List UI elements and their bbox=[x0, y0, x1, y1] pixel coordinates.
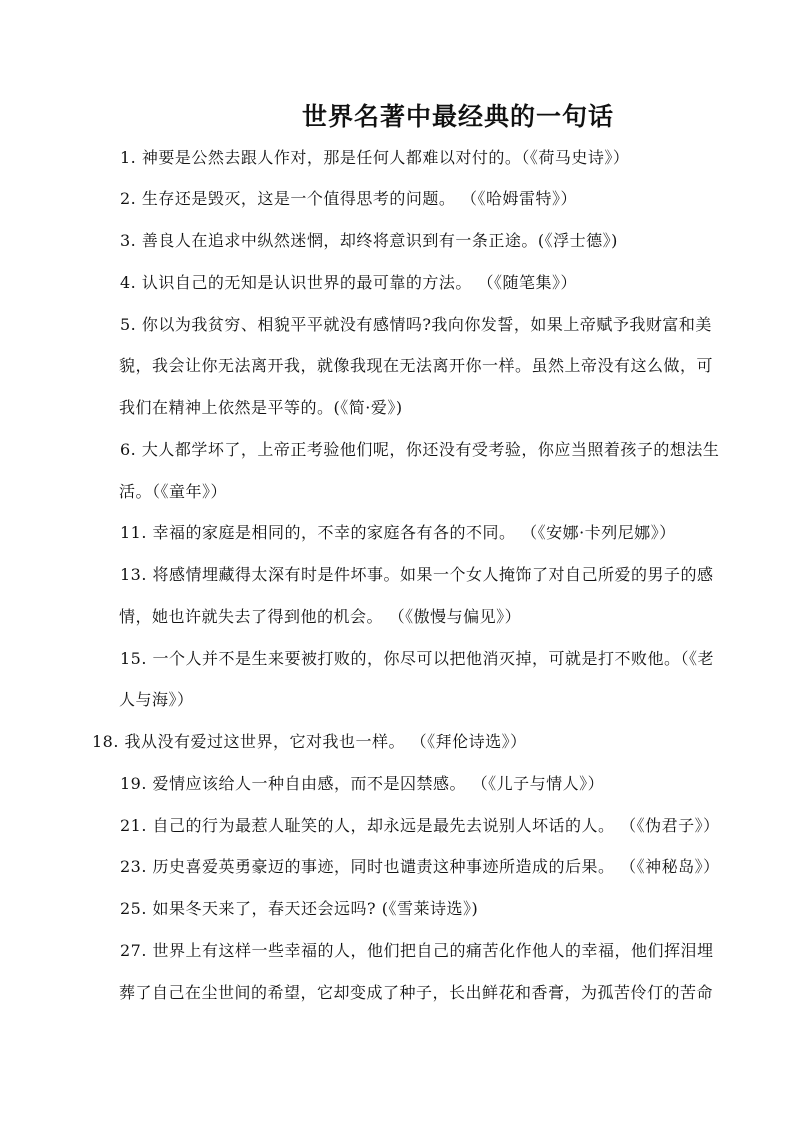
quote-27-cont: 葬了自己在尘世间的希望，它却变成了种子，长出鲜花和香膏，为孤苦伶仃的苦命 bbox=[119, 983, 714, 1002]
quote-13-cont: 情，她也许就失去了得到他的机会。 （《傲慢与偏见》） bbox=[119, 607, 522, 626]
quote-5-cont-1: 貌，我会让你无法离开我，就像我现在无法离开你一样。虽然上帝没有这么做，可 bbox=[119, 356, 714, 375]
quote-5-cont-2: 我们在精神上依然是平等的。(《简·爱》) bbox=[119, 398, 403, 417]
quote-4: 4. 认识自己的无知是认识世界的最可靠的方法。 （《随笔集》） bbox=[120, 273, 577, 292]
quote-15-cont: 人与海》） bbox=[119, 690, 194, 709]
quote-19: 19. 爱情应该给人一种自由感，而不是囚禁感。 （《儿子与情人》） bbox=[120, 774, 605, 793]
quote-27: 27. 世界上有这样一些幸福的人，他们把自己的痛苦化作他人的幸福，他们挥泪埋 bbox=[120, 941, 714, 960]
quote-18: 18. 我从没有爱过这世界，它对我也一样。 （《拜伦诗选》） bbox=[92, 732, 527, 751]
quote-2: 2. 生存还是毁灭，这是一个值得思考的问题。 （《哈姆雷特》） bbox=[120, 189, 577, 208]
quote-15: 15. 一个人并不是生来要被打败的，你尽可以把他消灭掉，可就是打不败他。（《老 bbox=[120, 649, 715, 668]
quote-3: 3. 善良人在追求中纵然迷惘，却终将意识到有一条正途。(《浮士德》) bbox=[120, 231, 618, 250]
quote-25: 25. 如果冬天来了，春天还会远吗? (《雪莱诗选》) bbox=[120, 899, 479, 918]
page-title: 世界名著中最经典的一句话 bbox=[301, 102, 614, 131]
quote-13: 13. 将感情埋藏得太深有时是件坏事。如果一个女人掩饰了对自己所爱的男子的感 bbox=[120, 565, 714, 584]
quote-23: 23. 历史喜爱英勇豪迈的事迹，同时也谴责这种事迹所造成的后果。 （《神秘岛》） bbox=[120, 857, 720, 876]
quote-11: 11. 幸福的家庭是相同的，不幸的家庭各有各的不同。 （《安娜·卡列尼娜》） bbox=[120, 523, 676, 542]
quote-6-cont: 活。（《童年》） bbox=[119, 482, 228, 501]
quote-6: 6. 大人都学坏了，上帝正考验他们呢，你还没有受考验，你应当照着孩子的想法生 bbox=[120, 440, 720, 459]
quote-21: 21. 自己的行为最惹人耻笑的人，却永远是最先去说别人坏话的人。 （《伪君子》） bbox=[120, 816, 720, 835]
quote-1: 1. 神要是公然去跟人作对，那是任何人都难以对付的。（《荷马史诗》） bbox=[120, 148, 630, 167]
quote-5: 5. 你以为我贫穷、相貌平平就没有感情吗?我向你发誓，如果上帝赋予我财富和美 bbox=[120, 315, 712, 334]
